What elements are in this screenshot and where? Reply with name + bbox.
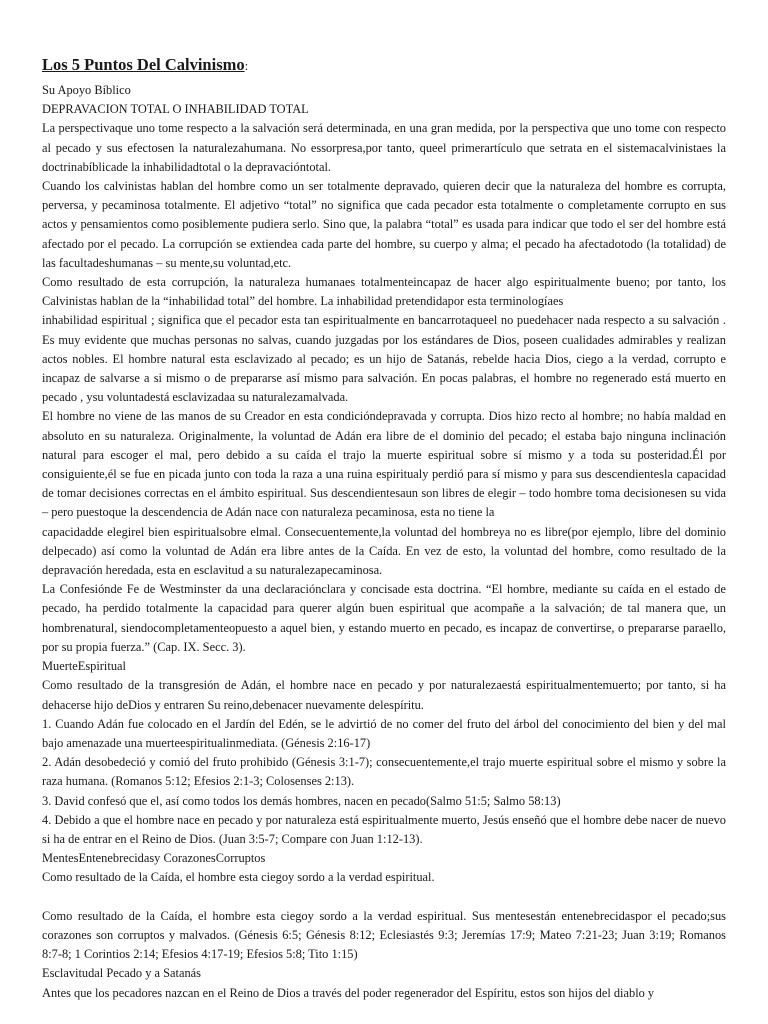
- section-heading-darkened-minds: MentesEntenebrecidasy CorazonesCorruptos: [42, 851, 266, 866]
- section-heading-slavery-to-sin: Esclavitudal Pecado y a Satanás: [42, 966, 201, 981]
- list-item: 2. Adán desobedeció y comió del fruto prohibido (Génesis 3:1-7); consecuentemente,el trajo muerte espiritual sobre el mismo y sobre la raza humana. (Romanos 5:12; Efesios 2:1-3; Colosenses 2:13).: [42, 755, 726, 789]
- paragraph: Como resultado de la transgresión de Adán, el hombre nace en pecado y por naturalezaestá espiritualmentemuerto; por tanto, si ha dehacerse hijo deDios y entraren Su reino,debenacer nuevamente delespíritu.: [42, 678, 726, 712]
- blank-line: [42, 888, 726, 907]
- paragraph: El hombre no viene de las manos de su Creador en esta condicióndepravada y corrupta. Dios hizo recto al hombre; no había maldad en absoluto en su naturaleza. Originalmente, la voluntad de Adán era libre de el dominio del pecado; el estaba bajo ninguna inclinación natural para escoger el mal, pero debido a su caída el trajo la muerte espiritual sobre sí mismo y a toda su posteridad.Él por consiguiente,él se fue en picada junto con toda la raza a una ruina espiritualy perdió para sí mismo y para sus descendientesla capacidad de tomar decisiones correctas en el ámbito espiritual. Sus descendientesaun son libres de elegir – todo hombre toma decisionesen su vida – pero puestoque la descendencia de Adán nace con naturaleza pecaminosa, esta no tiene la: [42, 409, 726, 520]
- list-item: 1. Cuando Adán fue colocado en el Jardín del Edén, se le advirtió de no comer del fruto del árbol del conocimiento del bien y del mal bajo amenazade una muerteespiritualinmediata. (Génesis 2:16-17): [42, 716, 726, 750]
- section-heading-spiritual-death: MuerteEspiritual: [42, 659, 126, 674]
- paragraph: Como resultado de la Caída, el hombre esta ciegoy sordo a la verdad espiritual. Sus mentesestán entenebrecidaspor el pecado;sus corazones son corruptos y malvados. (Génesis 6:5; Génesis 8:12; Eclesiastés 9:3; Jeremías 17:9; Mateo 7:21-23; Juan 3:19; Romanos 8:7-8; 1 Corintios 2:14; Efesios 4:17-19; Efesios 5:8; Tito 1:15): [42, 908, 726, 962]
- paragraph: Cuando los calvinistas hablan del hombre como un ser totalmente depravado, quieren decir que la naturaleza del hombre es corrupta, perversa, y pecaminosa totalmente. El adjetivo “total” no significa que cada pecador esta totalmente o completamente corrupto en sus actos y pensamientos como posiblemente pudiera serlo. Sino que, la palabra “total” es usada para indicar que todo el ser del hombre está afectado por el pecado. La corrupción se extiendea cada parte del hombre, su cuerpo y alma; el pecado ha afectadotodo (la totalidad) de las facultadeshumanas – su mente,su voluntad,etc.: [42, 179, 726, 270]
- paragraph: inhabilidad espiritual ; significa que el pecador esta tan espiritualmente en bancarrotaqueel no puedehacer nada respecto a su salvación . Es muy evidente que muchas personas no salvas, cuando juzgadas por los estándares de Dios, poseen cualidades admirables y realizan actos nobles. El hombre natural esta esclavizado al pecado; es un hijo de Satanás, rebelde hacia Dios, ciego a la verdad, corrupto e incapaz de salvarse a si mismo o de prepararse así mismo para salvación. En pocas palabras, el hombre no regenerado está muerto en pecado , ysu voluntadestá esclavizadaa su naturalezamalvada.: [42, 313, 726, 405]
- list-item: 4. Debido a que el hombre nace en pecado y por naturaleza está espiritualmente muerto, Jesús enseñó que el hombre debe nacer de nuevo si ha de entrar en el Reino de Dios. (Juan 3:5-7; Compare con Juan 1:12-13).: [42, 812, 726, 846]
- subtitle: Su Apoyo Bíblico: [42, 83, 131, 97]
- section-heading-total-depravity: DEPRAVACION TOTAL O INHABILIDAD TOTAL: [42, 102, 309, 117]
- paragraph: Como resultado de la Caída, el hombre esta ciegoy sordo a la verdad espiritual.: [42, 870, 435, 885]
- paragraph: Antes que los pecadores nazcan en el Reino de Dios a través del poder regenerador del Espíritu, estos son hijos del diablo y: [42, 985, 655, 1000]
- document-title: Los 5 Puntos Del Calvinismo:: [42, 55, 249, 74]
- paragraph: La perspectivaque uno tome respecto a la salvación será determinada, en una gran medida, por la perspectiva que uno tome con respecto al pecado y sus efectosen la naturalezahumana. No essorpresa,por tanto, queel primerartículo que setrata en el sistemacalvinistaes la doctrinabíblicade la inhabilidadtotal o la depravacióntotal.: [42, 121, 726, 174]
- paragraph-westminster-quote: La Confesiónde Fe de Westminster da una declaraciónclara y concisade esta doctrina. “El hombre, mediante su caída en el estado de pecado, ha perdido totalmente la capacidad para querer algún buen espiritual que acompañe a la salvación; de tal manera que, un hombrenatural, siendocompletamenteopuesto a aquel bien, y estando muerto en pecado, es incapaz de convertirse, o prepararse paraello, por su propia fuerza.” (Cap. IX. Secc. 3).: [42, 582, 726, 654]
- list-item: 3. David confesó que el, así como todos los demás hombres, nacen en pecado(Salmo 51:5; Salmo 58:13): [42, 793, 561, 808]
- paragraph: Como resultado de esta corrupción, la naturaleza humanaes totalmenteincapaz de hacer algo espiritualmente bueno; por tanto, los Calvinistas hablan de la “inhabilidad total” del hombre. La inhabilidad pretendidapor esta terminologíaes: [42, 275, 726, 309]
- paragraph: capacidadde elegirel bien espiritualsobre elmal. Consecuentemente,la voluntad del hombreya no es libre(por ejemplo, libre del dominio delpecado) así como la voluntad de Adán era libre antes de la Caída. En vez de esto, la voluntad del hombre, como resultado de la depravación heredada, esta en esclavitud a su naturalezapecaminosa.: [42, 524, 726, 578]
